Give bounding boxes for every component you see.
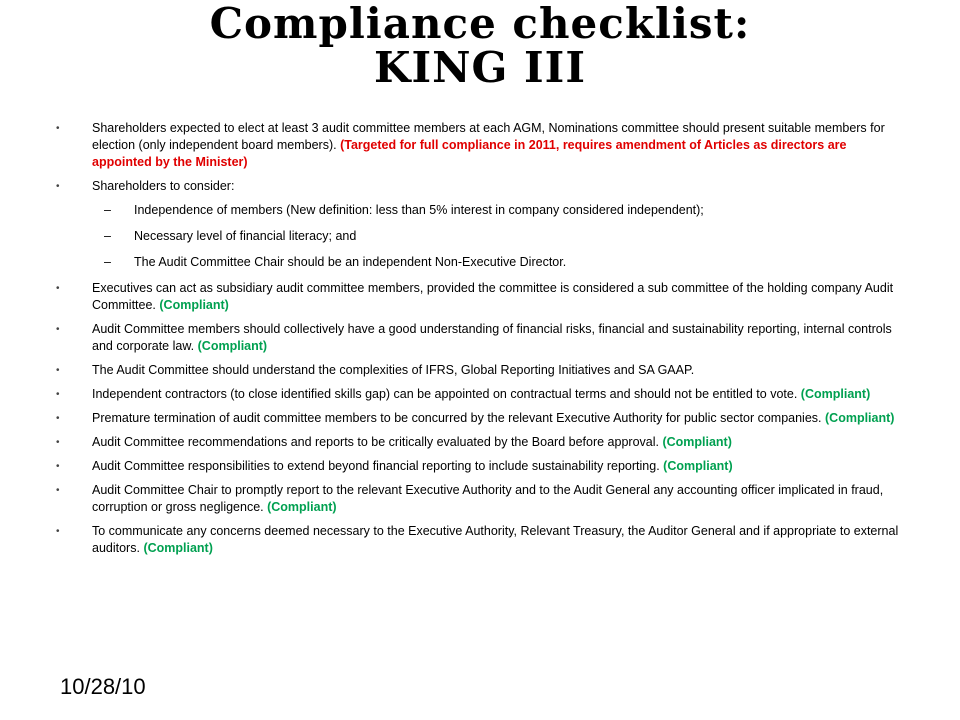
sub-item-financial-literacy [54,228,900,245]
compliant-status: (Compliant) [159,298,229,312]
item-text: To communicate any concerns deemed necessary to the Executive Authority, Relevant Treasury, the Auditor General and if appropriate to external auditors. [92,524,899,555]
compliant-status: (Compliant) [662,435,732,449]
checklist-item-shareholders-consider [54,178,900,195]
checklist-item-premature-termination [54,410,900,427]
item-text: Premature termination of audit committee members to be concurred by the relevant Executive Authority for public sector companies. [92,411,822,425]
bullet-icon: • [56,461,60,472]
compliant-status: (Compliant) [143,541,213,555]
item-target-note: (Targeted for full compliance in 2011, requires amendment of Articles as directors are appointed by the Minister) [92,138,847,169]
dash-icon: – [104,203,111,217]
item-text: Audit Committee Chair to promptly report to the relevant Executive Authority and to the Audit General any accounting officer implicated in fraud, corruption or gross negligence. [92,483,884,514]
item-text: Audit Committee responsibilities to extend beyond financial reporting to include sustainability reporting. [92,459,660,473]
item-text: The Audit Committee should understand the complexities of IFRS, Global Reporting Initiatives and SA GAAP. [92,363,695,377]
checklist-item-sustainability-reporting [54,458,900,475]
bullet-icon: • [56,365,60,376]
checklist-item-ifrs-complexities [54,362,900,379]
bullet-icon: • [56,413,60,424]
checklist [54,120,900,564]
bullet-icon: • [56,324,60,335]
bullet-icon: • [56,526,60,537]
compliant-status: (Compliant) [197,339,268,353]
bullet-icon: • [56,123,60,134]
slide-title [0,2,960,90]
item-text: Executives can act as subsidiary audit committee members, provided the committee is considered a sub committee of the holding company Audit Committee. [92,281,894,312]
dash-icon: – [104,255,111,269]
sub-item-independence [54,202,900,219]
checklist-item-collective-understanding [54,321,900,355]
title-line-2: KING III [374,43,586,92]
dash-icon: – [104,229,111,243]
checklist-item-independent-contractors [54,386,900,403]
title-line-1: Compliance checklist: [209,0,751,48]
compliant-status: (Compliant) [267,500,337,514]
item-text: Shareholders to consider: [92,179,235,193]
checklist-item-elect-members [54,120,900,171]
item-text: Independent contractors (to close identified skills gap) can be appointed on contractual terms and should not be entitled to vote. [92,387,798,401]
checklist-item-board-evaluation [54,434,900,451]
item-text: The Audit Committee Chair should be an independent Non-Executive Director. [134,255,567,269]
slide-date: 10/28/10 [60,674,146,699]
bullet-icon: • [56,437,60,448]
item-text: Necessary level of financial literacy; and [134,229,357,243]
compliant-status: (Compliant) [800,387,871,401]
compliant-status: (Compliant) [825,411,895,425]
checklist-item-chair-report-fraud [54,482,900,516]
sub-item-independent-chair [54,254,900,271]
item-text: Audit Committee members should collectively have a good understanding of financial risks, financial and sustainability reporting, internal controls and corporate law. [92,322,892,353]
checklist-item-executives-subsidiary [54,280,900,314]
compliant-status: (Compliant) [663,459,733,473]
bullet-icon: • [56,485,60,496]
item-text: Shareholders expected to elect at least 3 audit committee members at each AGM, Nominations committee should present suitable members for election (only independent board members). [92,121,885,152]
item-text: Independence of members (New definition: less than 5% interest in company considered independent); [134,203,704,217]
bullet-icon: • [56,181,60,192]
checklist-item-communicate-concerns [54,523,900,557]
item-text: Audit Committee recommendations and reports to be critically evaluated by the Board before approval. [92,435,659,449]
bullet-icon: • [56,283,60,294]
bullet-icon: • [56,389,60,400]
